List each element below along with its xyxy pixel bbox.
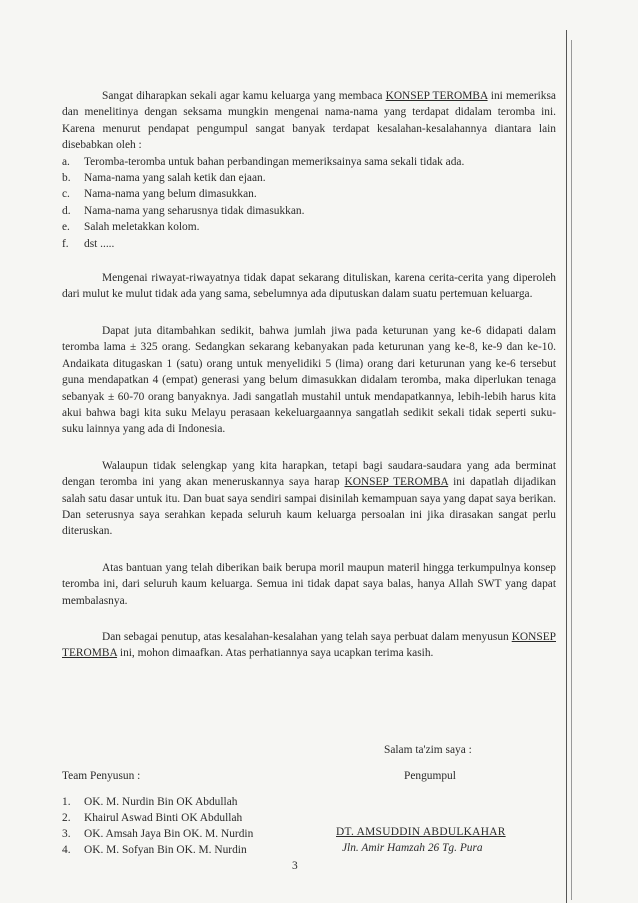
signature-area (62, 742, 556, 862)
intro-paragraph: Sangat diharapkan sekali agar kamu keluarga yang membaca KONSEP TEROMBA ini memeriksa dan menelitinya dengan seksama mungkin mengenai nama-nama yang terdapat didalam teromba ini. Karena menurut pendapat pengumpul sangat banyak terdapat kesalahan-kesalahannya diantara lain disebabkan oleh : (62, 90, 556, 152)
pengumpul-label: Pengumpul (404, 770, 456, 782)
list-item: 1. OK. M. Nurdin Bin OK Abdullah (62, 796, 238, 808)
konsep-teromba-title: KONSEP TEROMBA (385, 90, 488, 102)
list-item: d. Nama-nama yang seharusnya tidak dimasukkan. (62, 204, 305, 217)
konsep-teromba-title: KONSEP TEROMBA (344, 476, 449, 489)
list-item: 3. OK. Amsah Jaya Bin OK. M. Nurdin (62, 828, 254, 840)
count-paragraph: Dapat juta ditambahkan sedikit, bahwa jumlah jiwa pada keturunan yang ke-6 didapati dalam teromba lama ± 325 orang. Sedangkan sekarang kebanyakan pada keturunan yang ke-8, ke-9 dan ke-10. Andaikata ditugaskan 1 (satu) orang untuk menyelidiki 5 (lima) orang dari keturunan yang ke-6 tersebut guna mendapatkan 4 (empat) generasi yang belum dimasukkan didalam teromba, maka diperlukan tenaga sebanyak ± 60-70 orang banyaknya. Jadi sangatlah mustahil untuk mendapatkannya, lebih-lebih harus kita akui bahwa bagi kita suku Melayu perasaan kekeluargaannya sangatlah sedikit sekali tidak seperti suku-suku lainnya yang ada di Indonesia. (62, 324, 556, 436)
team-list (62, 794, 253, 858)
list-item: f. dst ..... (62, 237, 115, 250)
list-item: a. Teromba-teromba untuk bahan perbandingan memeriksainya sama sekali tidak ada. (62, 155, 465, 168)
list-item: 2. Khairul Aswad Binti OK Abdullah (62, 812, 243, 824)
list-item: 4. OK. M. Sofyan Bin OK. M. Nurdin (62, 844, 247, 856)
hope-paragraph: Walaupun tidak selengkap yang kita harapkan, tetapi bagi saudara-saudara yang ada berminat dengan teromba ini yang akan meneruskannya saya harap KONSEP TEROMBA ini dapatlah dijadikan salah satu dasar untuk itu. Dan buat saya sendiri sampai disinilah kemampuan saya yang dapat saya berikan. Dan seterusnya saya serahkan kepada seluruh kaum keluarga persoalan ini jika dirasakan sangat perlu diteruskan. (62, 459, 556, 538)
reasons-list (62, 154, 556, 252)
scan-edge-line-secondary (571, 40, 572, 900)
collector-address: Jln. Amir Hamzah 26 Tg. Pura (342, 842, 483, 854)
konsep-teromba-title: KONSEP TEROMBA (62, 630, 556, 660)
letter-body (62, 88, 556, 682)
page-number: 3 (292, 860, 298, 872)
history-paragraph: Mengenai riwayat-riwayatnya tidak dapat sekarang dituliskan, karena cerita-cerita yang diperoleh dari mulut ke mulut tidak ada yang sama, sebelumnya ada diputuskan dalam suatu pertemuan keluarga. (62, 272, 556, 301)
thanks-paragraph: Atas bantuan yang telah diberikan baik berupa moril maupun materil hingga terkumpulnya konsep teromba ini, dari seluruh kaum keluarga. Semua ini tidak dapat saya balas, hanya Allah SWT yang dapat membalasnya. (62, 561, 556, 607)
team-label: Team Penyusun : (62, 770, 141, 782)
collector-name: DT. AMSUDDIN ABDULKAHAR (336, 826, 506, 838)
scan-edge-line (566, 30, 567, 903)
list-item: c. Nama-nama yang belum dimasukkan. (62, 188, 257, 201)
list-item: e. Salah meletakkan kolom. (62, 221, 200, 234)
closing-paragraph: Dan sebagai penutup, atas kesalahan-kesalahan yang telah saya perbuat dalam menyusun KONSEP TEROMBA ini, mohon dimaafkan. Atas perhatiannya saya ucapkan terima kasih. (62, 630, 556, 660)
list-item: b. Nama-nama yang salah ketik dan ejaan. (62, 172, 266, 185)
salam-text: Salam ta'zim saya : (384, 744, 472, 756)
